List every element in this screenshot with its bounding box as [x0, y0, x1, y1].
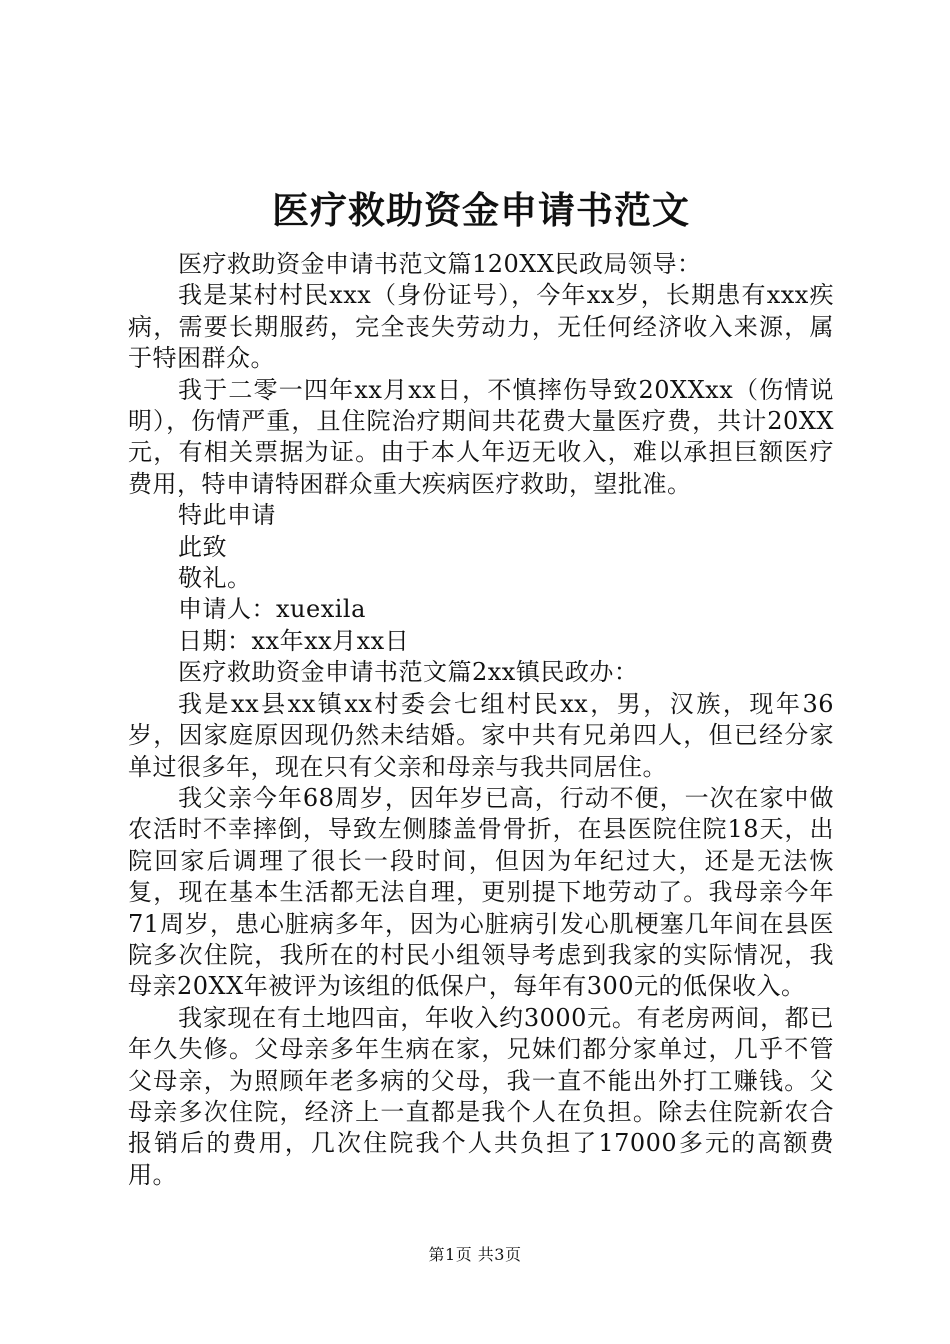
date-line: 日期：xx年xx月xx日	[178, 626, 410, 655]
closing-line: 特此申请	[178, 501, 276, 530]
paragraph-body: 我是xx县xx镇xx村委会七组村民xx，男，汉族，现年36岁，因家庭原因现仍然未结婚。家中共有兄弟四人，但已经分家单过很多年，现在只有父亲和母亲与我共同居住。	[128, 689, 834, 781]
paragraph-body: 我父亲今年68周岁，因年岁已高，行动不便，一次在家中做农活时不幸摔倒，导致左侧膝盖骨骨折，在县医院住院18天，出院回家后调理了很长一段时间，但因为年纪过大，还是无法恢复，现在基本生活都无法自理，更别提下地劳动了。我母亲今年71周岁，患心脏病多年，因为心脏病引发心肌梗塞几年间在县医院多次住院，我所在的村民小组领导考虑到我家的实际情况，我母亲20XX年被评为该组的低保户，每年有300元的低保收入。	[128, 783, 834, 1001]
paragraph-intro-1: 医疗救助资金申请书范文篇120XX民政局领导：	[178, 250, 702, 278]
applicant-line: 申请人：xuexila	[178, 595, 366, 624]
paragraph-body: 我是某村村民xxx（身份证号），今年xx岁，长期患有xxx疾病，需要长期服药，完全丧失劳动力，无任何经济收入来源，属于特困群众。	[128, 281, 834, 373]
page-footer: 第1页 共3页	[428, 1245, 522, 1264]
paragraph-intro-2: 医疗救助资金申请书范文篇2xx镇民政办：	[178, 658, 639, 687]
paragraph-body: 我于二零一四年xx月xx日，不慎摔伤导致20XXxx（伤情说明），伤情严重，且住院治疗期间共花费大量医疗费，共计20XX元，有相关票据为证。由于本人年迈无收入，难以承担巨额医疗费用，特申请特困群众重大疾病医疗救助，望批准。	[128, 375, 834, 498]
document-title: 医疗救助资金申请书范文	[272, 188, 690, 232]
document-page	[128, 185, 834, 1191]
paragraph-body: 我家现在有土地四亩，年收入约3000元。有老房两间，都已年久失修。父母亲多年生病在家，兄妹们都分家单过，几乎不管父母亲，为照顾年老多病的父母，我一直不能出外打工赚钱。父母亲多次住院，经济上一直都是我个人在负担。除去住院新农合报销后的费用，几次住院我个人共负担了17000多元的高额费用。	[128, 1003, 834, 1189]
closing-line: 此致	[178, 532, 227, 561]
closing-line: 敬礼。	[178, 564, 252, 593]
